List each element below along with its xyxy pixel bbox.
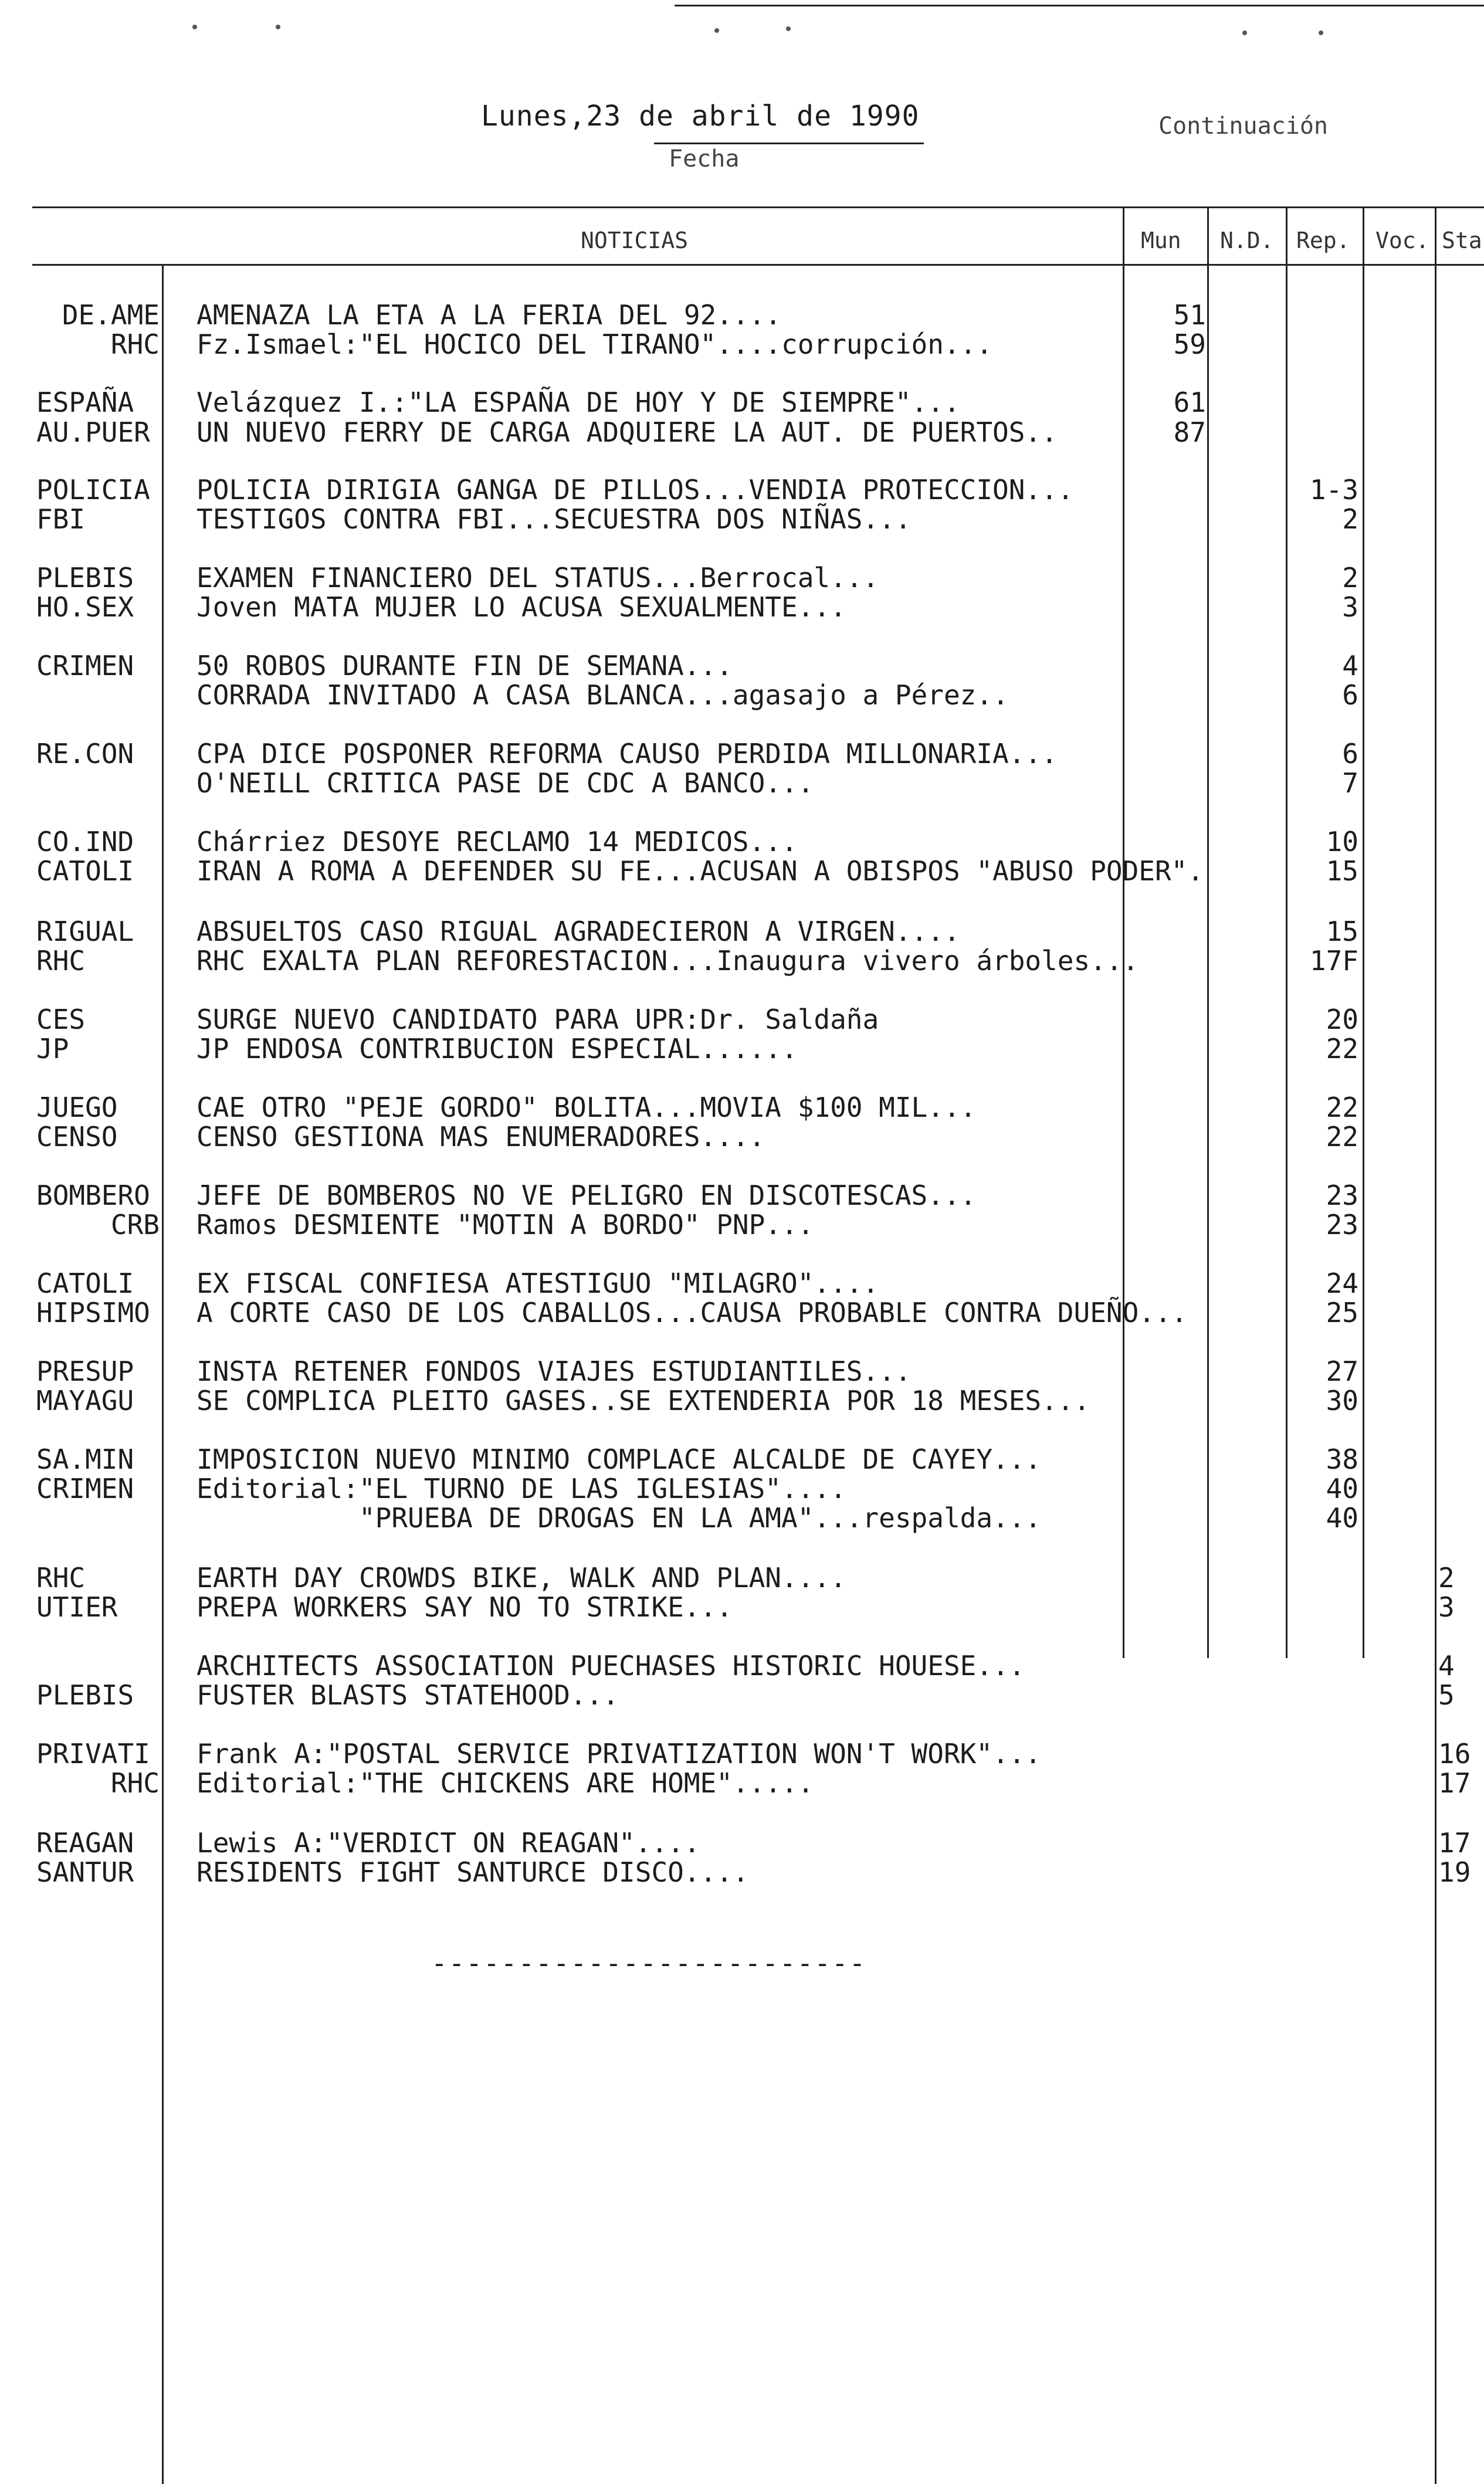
row-section-tag: JP [36,1033,69,1065]
table-top-rule [32,206,1484,208]
row-voc-page: 30 [1326,1385,1358,1416]
row-section-tag: RE.CON [36,738,134,770]
scan-speck [1319,31,1323,35]
row-sta-page: 19 [1438,1856,1471,1888]
row-headline: Fz.Ismael:"EL HOCICO DEL TIRANO"....corrupción... [196,328,993,360]
row-headline: SE COMPLICA PLEITO GASES..SE EXTENDERIA POR 18 MESES... [196,1385,1090,1416]
row-section-tag: PRIVATI [36,1738,150,1770]
row-headline: Editorial:"EL TURNO DE LAS IGLESIAS".... [196,1473,846,1504]
row-section-tag: CRIMEN [36,1473,134,1504]
row-section-tag: UTIER [36,1591,118,1623]
row-headline: EX FISCAL CONFIESA ATESTIGUO "MILAGRO".... [196,1268,879,1299]
row-headline: 50 ROBOS DURANTE FIN DE SEMANA... [196,650,733,682]
row-headline: PREPA WORKERS SAY NO TO STRIKE... [196,1591,733,1623]
row-voc-page: 7 [1342,767,1358,799]
row-section-tag: PLEBIS [36,1679,134,1711]
row-section-tag: PRESUP [36,1355,134,1387]
row-sta-page: 2 [1438,1562,1455,1594]
end-of-list-dashes: ------------------------- [431,1947,867,1979]
row-headline: UN NUEVO FERRY DE CARGA ADQUIERE LA AUT. DE PUERTOS.. [196,416,1058,448]
row-headline: SURGE NUEVO CANDIDATO PARA UPR:Dr. Saldaña [196,1004,879,1035]
row-section-tag: HO.SEX [36,591,134,623]
row-section-tag: CENSO [36,1121,118,1153]
date-underline [654,143,924,144]
tag-column-divider [162,264,164,2484]
row-section-tag: CATOLI [36,1268,134,1299]
row-headline: IRAN A ROMA A DEFENDER SU FE...ACUSAN A OBISPOS "ABUSO PODER". [196,855,1204,887]
row-headline: ARCHITECTS ASSOCIATION PUECHASES HISTORIC HOUESE... [196,1650,1025,1682]
row-section-tag: MAYAGU [36,1385,134,1416]
row-section-tag: RHC [110,1767,160,1799]
row-voc-page: 24 [1326,1268,1358,1299]
row-headline: FUSTER BLASTS STATEHOOD... [196,1679,619,1711]
row-section-tag: ESPAÑA [36,387,134,418]
column-header-rep: Rep. [1296,228,1350,253]
row-nd-page: 51 [1173,299,1206,331]
row-section-tag: CO.IND [36,826,134,858]
row-voc-page: 6 [1342,738,1358,770]
row-voc-page: 4 [1342,650,1358,682]
row-section-tag: BOMBERO [36,1180,150,1211]
continuation-label: Continuación [1158,113,1328,140]
scan-speck [714,28,719,33]
row-headline: AMENAZA LA ETA A LA FERIA DEL 92.... [196,299,781,331]
row-voc-page: 10 [1326,826,1358,858]
row-headline: CORRADA INVITADO A CASA BLANCA...agasajo a Pérez.. [196,679,1009,711]
row-section-tag: AU.PUER [36,416,150,448]
row-voc-page: 20 [1326,1004,1358,1035]
row-voc-page: 40 [1326,1502,1358,1534]
row-voc-page: 2 [1342,562,1358,594]
row-voc-page: 6 [1342,679,1358,711]
row-section-tag: SA.MIN [36,1443,134,1475]
row-nd-page: 59 [1173,328,1206,360]
row-voc-page: 3 [1342,591,1358,623]
row-voc-page: 1-3 [1309,474,1358,506]
row-voc-page: 17F [1309,945,1358,977]
row-headline: CAE OTRO "PEJE GORDO" BOLITA...MOVIA $100 MIL... [196,1092,977,1123]
row-section-tag: SANTUR [36,1856,134,1888]
row-sta-page: 16 [1438,1738,1471,1770]
row-section-tag: RIGUAL [36,916,134,947]
row-voc-page: 27 [1326,1355,1358,1387]
sta-column-divider [1435,206,1436,2484]
table-header-rule [32,264,1484,266]
row-headline: RHC EXALTA PLAN REFORESTACION...Inaugura vivero árboles... [196,945,1139,977]
scan-speck [786,26,791,31]
row-section-tag: RHC [36,1562,86,1594]
row-voc-page: 23 [1326,1180,1358,1211]
row-headline: CENSO GESTIONA MAS ENUMERADORES.... [196,1121,765,1153]
row-section-tag: DE.AME [62,299,160,331]
row-sta-page: 4 [1438,1650,1455,1682]
row-headline: Joven MATA MUJER LO ACUSA SEXUALMENTE... [196,591,846,623]
mun-column-divider [1123,206,1124,1658]
row-section-tag: RHC [110,328,160,360]
row-headline: "PRUEBA DE DROGAS EN LA AMA"...respalda... [196,1502,1042,1534]
top-edge-line [675,5,1484,6]
row-headline: A CORTE CASO DE LOS CABALLOS...CAUSA PROBABLE CONTRA DUEÑO... [196,1297,1188,1329]
row-voc-page: 22 [1326,1033,1358,1065]
row-nd-page: 61 [1173,387,1206,418]
row-section-tag: HIPSIMO [36,1297,150,1329]
scan-speck [1242,31,1247,35]
row-headline: JP ENDOSA CONTRIBUCION ESPECIAL...... [196,1033,798,1065]
voc-column-divider [1363,206,1364,1658]
row-headline: POLICIA DIRIGIA GANGA DE PILLOS...VENDIA PROTECCION... [196,474,1074,506]
row-headline: O'NEILL CRITICA PASE DE CDC A BANCO... [196,767,814,799]
row-section-tag: FBI [36,503,86,535]
row-headline: Lewis A:"VERDICT ON REAGAN".... [196,1827,700,1859]
row-section-tag: PLEBIS [36,562,134,594]
row-voc-page: 15 [1326,855,1358,887]
row-voc-page: 38 [1326,1443,1358,1475]
nd-column-divider [1207,206,1209,1658]
row-voc-page: 22 [1326,1121,1358,1153]
column-header-nd: N.D. [1220,228,1274,253]
row-headline: Velázquez I.:"LA ESPAÑA DE HOY Y DE SIEMPRE"... [196,387,960,418]
row-sta-page: 17 [1438,1767,1471,1799]
row-headline: EARTH DAY CROWDS BIKE, WALK AND PLAN.... [196,1562,846,1594]
row-headline: Chárriez DESOYE RECLAMO 14 MEDICOS... [196,826,798,858]
row-headline: Frank A:"POSTAL SERVICE PRIVATIZATION WON'T WORK"... [196,1738,1042,1770]
row-headline: CPA DICE POSPONER REFORMA CAUSO PERDIDA MILLONARIA... [196,738,1058,770]
row-sta-page: 5 [1438,1679,1455,1711]
rep-column-divider [1286,206,1288,1658]
row-headline: ABSUELTOS CASO RIGUAL AGRADECIERON A VIRGEN.... [196,916,960,947]
row-headline: RESIDENTS FIGHT SANTURCE DISCO.... [196,1856,749,1888]
row-headline: JEFE DE BOMBEROS NO VE PELIGRO EN DISCOTESCAS... [196,1180,977,1211]
row-nd-page: 87 [1173,416,1206,448]
date-caption: Fecha [669,145,740,172]
row-headline: IMPOSICION NUEVO MINIMO COMPLACE ALCALDE DE CAYEY... [196,1443,1042,1475]
row-voc-page: 25 [1326,1297,1358,1329]
row-sta-page: 17 [1438,1827,1471,1859]
row-section-tag: CRIMEN [36,650,134,682]
scan-speck [192,25,197,29]
column-header-noticias: NOTICIAS [581,228,689,253]
row-voc-page: 22 [1326,1092,1358,1123]
row-headline: Editorial:"THE CHICKENS ARE HOME"..... [196,1767,814,1799]
row-section-tag: JUEGO [36,1092,118,1123]
row-headline: INSTA RETENER FONDOS VIAJES ESTUDIANTILES... [196,1355,912,1387]
page-date: Lunes,23 de abril de 1990 [481,100,920,133]
column-header-mun: Mun [1141,228,1181,253]
row-voc-page: 23 [1326,1209,1358,1241]
row-headline: EXAMEN FINANCIERO DEL STATUS...Berrocal... [196,562,879,594]
row-section-tag: CATOLI [36,855,134,887]
row-section-tag: CRB [110,1209,160,1241]
column-header-voc: Voc. [1375,228,1429,253]
row-section-tag: RHC [36,945,86,977]
row-headline: TESTIGOS CONTRA FBI...SECUESTRA DOS NIÑAS... [196,503,912,535]
scan-speck [276,25,280,29]
row-headline: Ramos DESMIENTE "MOTIN A BORDO" PNP... [196,1209,814,1241]
row-sta-page: 3 [1438,1591,1455,1623]
row-section-tag: REAGAN [36,1827,134,1859]
row-section-tag: CES [36,1004,86,1035]
row-voc-page: 15 [1326,916,1358,947]
row-voc-page: 40 [1326,1473,1358,1504]
row-section-tag: POLICIA [36,474,150,506]
column-header-sta: Sta [1442,228,1482,253]
row-voc-page: 2 [1342,503,1358,535]
